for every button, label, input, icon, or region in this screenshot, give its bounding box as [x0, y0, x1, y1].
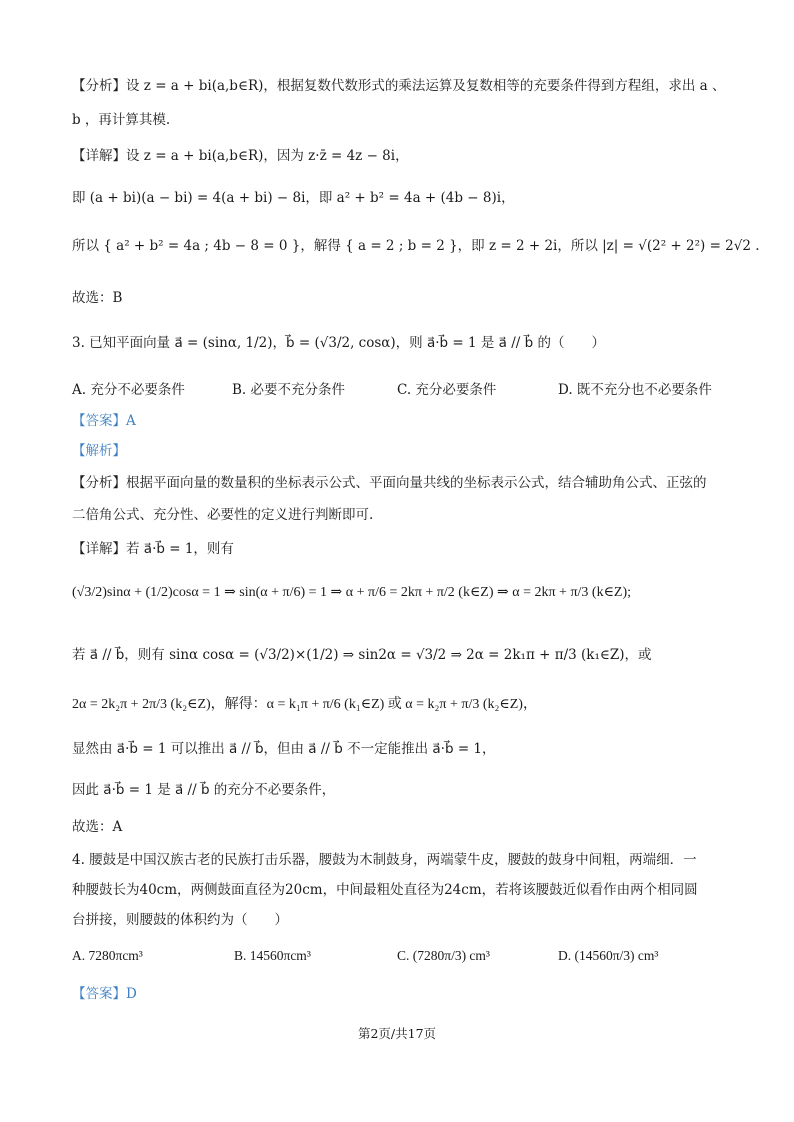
- q4-option-a: A. 7280πcm³: [72, 948, 143, 963]
- question-4-line-2: 种腰鼓长为40cm，两侧鼓面直径为20cm，中间最粗处直径为24cm，若将该腰鼓近似看作由两个相同圆: [72, 882, 698, 898]
- analysis-text-2: b ，再计算其模.: [72, 112, 171, 128]
- q3-option-c: C. 充分必要条件: [397, 382, 497, 398]
- page-footer: 第2页/共17页: [357, 1026, 437, 1041]
- question-4-line-3: 台拼接，则腰鼓的体积约为（ ）: [72, 912, 288, 928]
- detail-text-3: 所以 { a² + b² = 4a ; 4b − 8 = 0 }，解得 { a = 2 ; b = 2 }，即 z = 2 + 2i，所以 |z| = √(2² + 2²) = 2√2 .: [72, 238, 760, 254]
- question-4-line-1: 4. 腰鼓是中国汉族古老的民族打击乐器，腰鼓为木制鼓身，两端蒙牛皮，腰鼓的鼓身中间粗，两端细．一: [72, 852, 697, 868]
- q4-answer: 【答案】D: [72, 986, 137, 1002]
- q3-answer: 【答案】A: [72, 413, 136, 429]
- q3-detail-4: 2α = 2k₂π + 2π/3 (k₂∈Z)，解得：α = k₁π + π/6 (k₁∈Z) 或 α = k₂π + π/3 (k₂∈Z)，: [72, 697, 537, 712]
- choice-result-a: 故选：A: [72, 819, 123, 835]
- q3-option-d: D. 既不充分也不必要条件: [558, 382, 712, 398]
- detail-text-1: 【详解】设 z = a + bi(a,b∈R)，因为 z·z̄ = 4z − 8i，: [72, 148, 409, 164]
- question-3: 3. 已知平面向量 a⃗ = (sinα, 1/2)，b⃗ = (√3/2, cosα)，则 a⃗·b⃗ = 1 是 a⃗ // b⃗ 的（ ）: [72, 335, 605, 351]
- q3-detail-1: 【详解】若 a⃗·b⃗ = 1，则有: [72, 541, 234, 557]
- q3-option-a: A. 充分不必要条件: [72, 382, 185, 398]
- detail-text-2: 即 (a + bi)(a − bi) = 4(a + bi) − 8i，即 a² + b² = 4a + (4b − 8)i，: [72, 190, 515, 206]
- q4-option-d: D. (14560π/3) cm³: [558, 948, 659, 963]
- q3-detail-5: 显然由 a⃗·b⃗ = 1 可以推出 a⃗ // b⃗，但由 a⃗ // b⃗ 不一定能推出 a⃗·b⃗ = 1，: [72, 741, 496, 757]
- q3-jiexi-label: 【解析】: [72, 443, 126, 459]
- q3-analysis-1: 【分析】根据平面向量的数量积的坐标表示公式、平面向量共线的坐标表示公式，结合辅助角公式、正弦的: [72, 475, 707, 491]
- q3-analysis-2: 二倍角公式、充分性、必要性的定义进行判断即可.: [72, 507, 374, 523]
- analysis-text-1: 【分析】设 z = a + bi(a,b∈R)，根据复数代数形式的乘法运算及复数相等的充要条件得到方程组，求出 a 、: [72, 78, 726, 94]
- choice-result-b: 故选：B: [72, 290, 123, 306]
- q3-detail-6: 因此 a⃗·b⃗ = 1 是 a⃗ // b⃗ 的充分不必要条件，: [72, 782, 336, 798]
- q3-detail-3: 若 a⃗ // b⃗，则有 sinα cosα = (√3/2)×(1/2) ⇒ sin2α = √3/2 ⇒ 2α = 2k₁π + π/3 (k₁∈Z)，或: [72, 647, 652, 663]
- q3-detail-2: (√3/2)sinα + (1/2)cosα = 1 ⇒ sin(α + π/6) = 1 ⇒ α + π/6 = 2kπ + π/2 (k∈Z) ⇒ α = 2kπ + π/3 (k∈Z);: [72, 585, 632, 600]
- q4-option-c: C. (7280π/3) cm³: [397, 948, 490, 963]
- q4-option-b: B. 14560πcm³: [234, 948, 311, 963]
- q3-option-b: B. 必要不充分条件: [232, 382, 346, 398]
